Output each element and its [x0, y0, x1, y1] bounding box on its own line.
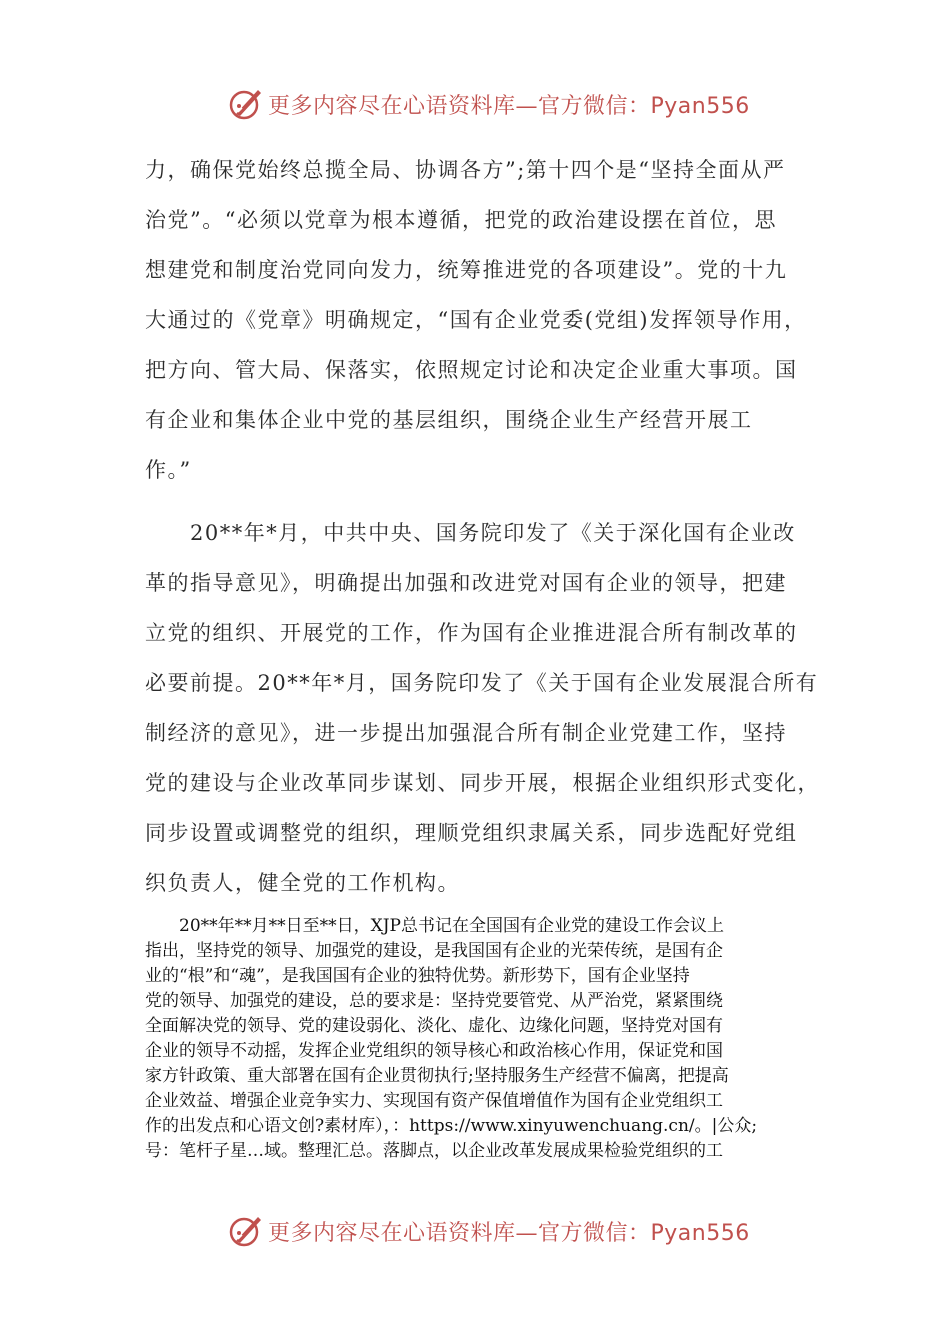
text-line: 企业效益、增强企业竞争实力、实现国有资产保值增值作为国有企业党组织工	[145, 1091, 723, 1111]
text-line: 党的建设与企业改革同步谋划、同步开展，根据企业组织形式变化，	[145, 771, 820, 795]
text-line: 有企业和集体企业中党的基层组织，围绕企业生产经营开展工	[145, 408, 753, 432]
text-line: 号：笔杆子星…域。整理汇总。落脚点，以企业改革发展成果检验党组织的工	[145, 1141, 723, 1161]
quill-pen-logo-icon	[228, 86, 264, 122]
text-line: 立党的组织、开展党的工作，作为国有企业推进混合所有制改革的	[145, 621, 798, 645]
banner-text: 更多内容尽在心语资料库—官方微信：Pyan556	[268, 1220, 750, 1246]
text-line: 制经济的意见》，进一步提出加强混合所有制企业党建工作，坚持	[145, 721, 787, 745]
header-banner	[228, 84, 748, 124]
text-line: 党的领导、加强党的建设，总的要求是：坚持党要管党、从严治党，紧紧围绕	[145, 991, 723, 1011]
text-line: 治党”。“必须以党章为根本遵循，把党的政治建设摆在首位，思	[145, 208, 777, 232]
text-line: 必要前提。20**年*月，国务院印发了《关于国有企业发展混合所有	[145, 671, 819, 695]
text-line: 力，确保党始终总揽全局、协调各方”;第十四个是“坚持全面从严	[145, 158, 786, 182]
paragraph-continued	[145, 145, 810, 495]
quill-pen-logo-icon	[228, 1213, 264, 1249]
paragraph-conference	[145, 914, 810, 1164]
banner-text: 更多内容尽在心语资料库—官方微信：Pyan556	[268, 93, 750, 119]
text-line: 全面解决党的领导、党的建设弱化、淡化、虚化、边缘化问题，坚持党对国有	[145, 1016, 723, 1036]
text-line: 指出，坚持党的领导、加强党的建设，是我国国有企业的光荣传统，是国有企	[145, 941, 723, 961]
paragraph-reform-guidance	[145, 508, 820, 908]
text-line: 作。”	[145, 458, 192, 482]
text-line: 20**年*月，中共中央、国务院印发了《关于深化国有企业改	[145, 521, 796, 545]
text-line: 家方针政策、重大部署在国有企业贯彻执行;坚持服务生产经营不偏离，把提高	[145, 1066, 729, 1086]
text-line: 革的指导意见》，明确提出加强和改进党对国有企业的领导，把建	[145, 571, 787, 595]
footer-banner	[228, 1211, 748, 1251]
text-line: 想建党和制度治党同向发力，统筹推进党的各项建设”。党的十九	[145, 258, 788, 282]
text-line: 20**年**月**日至**日，XJP总书记在全国国有企业党的建设工作会议上	[145, 916, 724, 936]
text-line: 作的出发点和心语文创?素材库），：https://www.xinyuwenchuang.cn/。|公众;	[145, 1116, 758, 1136]
text-line: 业的“根”和“魂”，是我国国有企业的独特优势。新形势下，国有企业坚持	[145, 966, 690, 986]
text-line: 企业的领导不动摇，发挥企业党组织的领导核心和政治核心作用，保证党和国	[145, 1041, 723, 1061]
text-line: 织负责人，健全党的工作机构。	[145, 871, 460, 895]
text-line: 大通过的《党章》明确规定，“国有企业党委(党组)发挥领导作用，	[145, 308, 807, 332]
text-line: 把方向、管大局、保落实，依照规定讨论和决定企业重大事项。国	[145, 358, 798, 382]
text-line: 同步设置或调整党的组织，理顺党组织隶属关系，同步选配好党组	[145, 821, 798, 845]
